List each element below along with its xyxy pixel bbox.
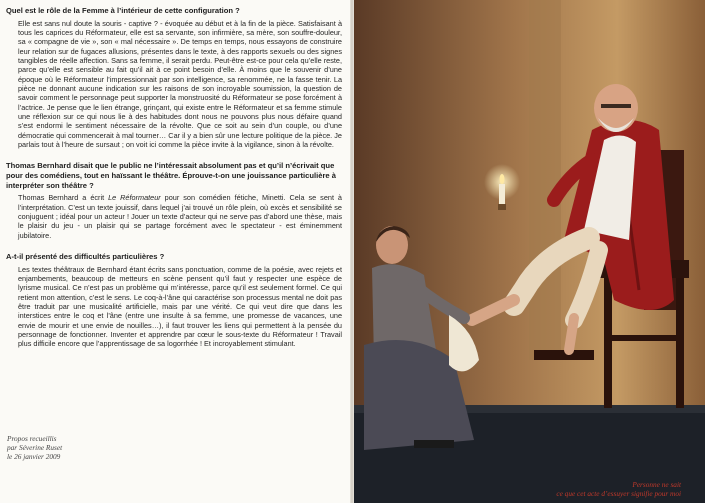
candlestick <box>498 204 506 210</box>
man-shin-2 <box>569 318 574 350</box>
caption-line-1: Personne ne sait <box>632 480 681 489</box>
question-2: Thomas Bernhard disait que le public ne l’intéressait absolument pas et qu’il n’écrivait que pour des comédiens, tout en haïssant le théâtre. Éprouve-t-on une jouissance particulière à interpréter son théâtre ? <box>6 161 336 190</box>
answer-3: Les textes théâtraux de Bernhard étant écrits sans ponctuation, comme de la poésie, avec rejets et enjambements, beaucoup de metteurs en scène pensent qu’il faut y respecter une espèce de lyrisme musical. Ce n’est pas un problème qui m’intéresse, parce qu’il est seulement formel. Ce qui retient mon attention, c’est le sens. Le coq-à-l’âne qui caractérise son processus mental ne doit pas être traduit par une musicalité artificielle, mais par une vérité. Ce qui veut dire que dans les interstices entre le coq et l’âne (entre une insulte à sa femme, une promesse de vacances, une envie de mourir et une envie de nouilles…), il faut trouver les liens qui permettent à la pensée du personnage de fonctionner. Inventer et apprendre par cœur le sous-texte du Réformateur ! Travail plus difficile encore que l’apprentissage de sa logorrhée ! Et incroyablement stimulant. <box>18 264 342 349</box>
candle-flame <box>500 174 505 184</box>
woman-shoes <box>414 440 454 448</box>
answer-2 <box>18 193 342 240</box>
credit-line-1: Propos recueillis <box>7 434 57 443</box>
photo-caption <box>556 480 681 498</box>
chair-leg-right <box>676 278 684 408</box>
answer-1: Elle est sans nul doute la souris - captive ? - évoquée au début et à la fin de la pièce. Satisfaisant à tous les caprices du Réformateur, elle est sa servante, son infirmière, sa mère, son souffre-douleur, sa « compagne de vie », son « mal nécessaire ». De temps en temps, nous essayons de construire leur relation sur de fugaces allusions, présentes dans le texte, à des rapports sexuels ou des signes tangibles de réelle affection. Sans sa femme, il serait perdu. Peut-être est-ce pour cela qu’elle reste, parce qu’elle est sensible au fait qu’il ait à ce point besoin d’elle. À moins que le souvenir d’une époque où le Réformateur l’impressionnait par son intelligence, sa renommée, ne la fasse tenir. La pièce ne donnant aucune indication sur les raisons de son incroyable soumission, la question de savoir comment le personnage peut supporter la monstruosité du Réformateur se pose forcément à l’actrice. Je pense que le lien étrange, grinçant, qui existe entre le Réformateur et sa femme stimule une réflexion sur ce qui nous lie à des habitudes dont nous ne pouvons plus nous défaire quand s’est endormi le sentiment nécessaire de la révolte. Que ce soit au sein d’un couple, ou d’une démocratie qui commencerait à mal tourner… Car il y a bien sûr une lecture politique de la pièce. Je parlais tout à l’heure de sursaut ; on voit ici comme la pièce invite à la vigilance, sinon à la révolte. <box>18 18 342 150</box>
play-title: Le Réformateur <box>108 193 161 203</box>
man-glasses <box>601 104 631 108</box>
answer-2-start: Thomas Bernhard a écrit <box>18 193 109 203</box>
question-3: A-t-il présenté des difficultés particulières ? <box>6 251 165 261</box>
footstool <box>534 350 594 360</box>
candle <box>499 184 505 204</box>
interview-credit <box>7 434 62 461</box>
chair-leg-left <box>604 278 612 408</box>
caption-line-2: ce que cet acte d’essuyer signifie pour moi <box>556 489 681 498</box>
question-1: Quel est le rôle de la Femme à l’intérieur de cette configuration ? <box>6 6 240 15</box>
stage-photo <box>354 0 705 503</box>
stage-photo-illustration <box>354 0 705 503</box>
credit-line-2: par Séverine Ruset <box>7 443 63 452</box>
chair-rung <box>604 335 684 341</box>
left-page <box>0 0 352 503</box>
credit-line-3: le 26 janvier 2009 <box>7 452 61 461</box>
answer-2-end: pour son comédien fétiche, Minetti. Cela se sent à l’interprétation. C’est un texte jouissif, dans lequel j’ai trouvé un rôle plein, où excès et sensibilité se conjuguent ; idéal pour un acteur ! Jouer un texte d’acteur qui ne serve pas d’abord une thèse, mais le plaisir du jeu - un plaisir qui se partage forcément avec le spectateur - est éminemment jubilatoire. <box>18 193 342 240</box>
backdrop-column <box>529 0 561 360</box>
